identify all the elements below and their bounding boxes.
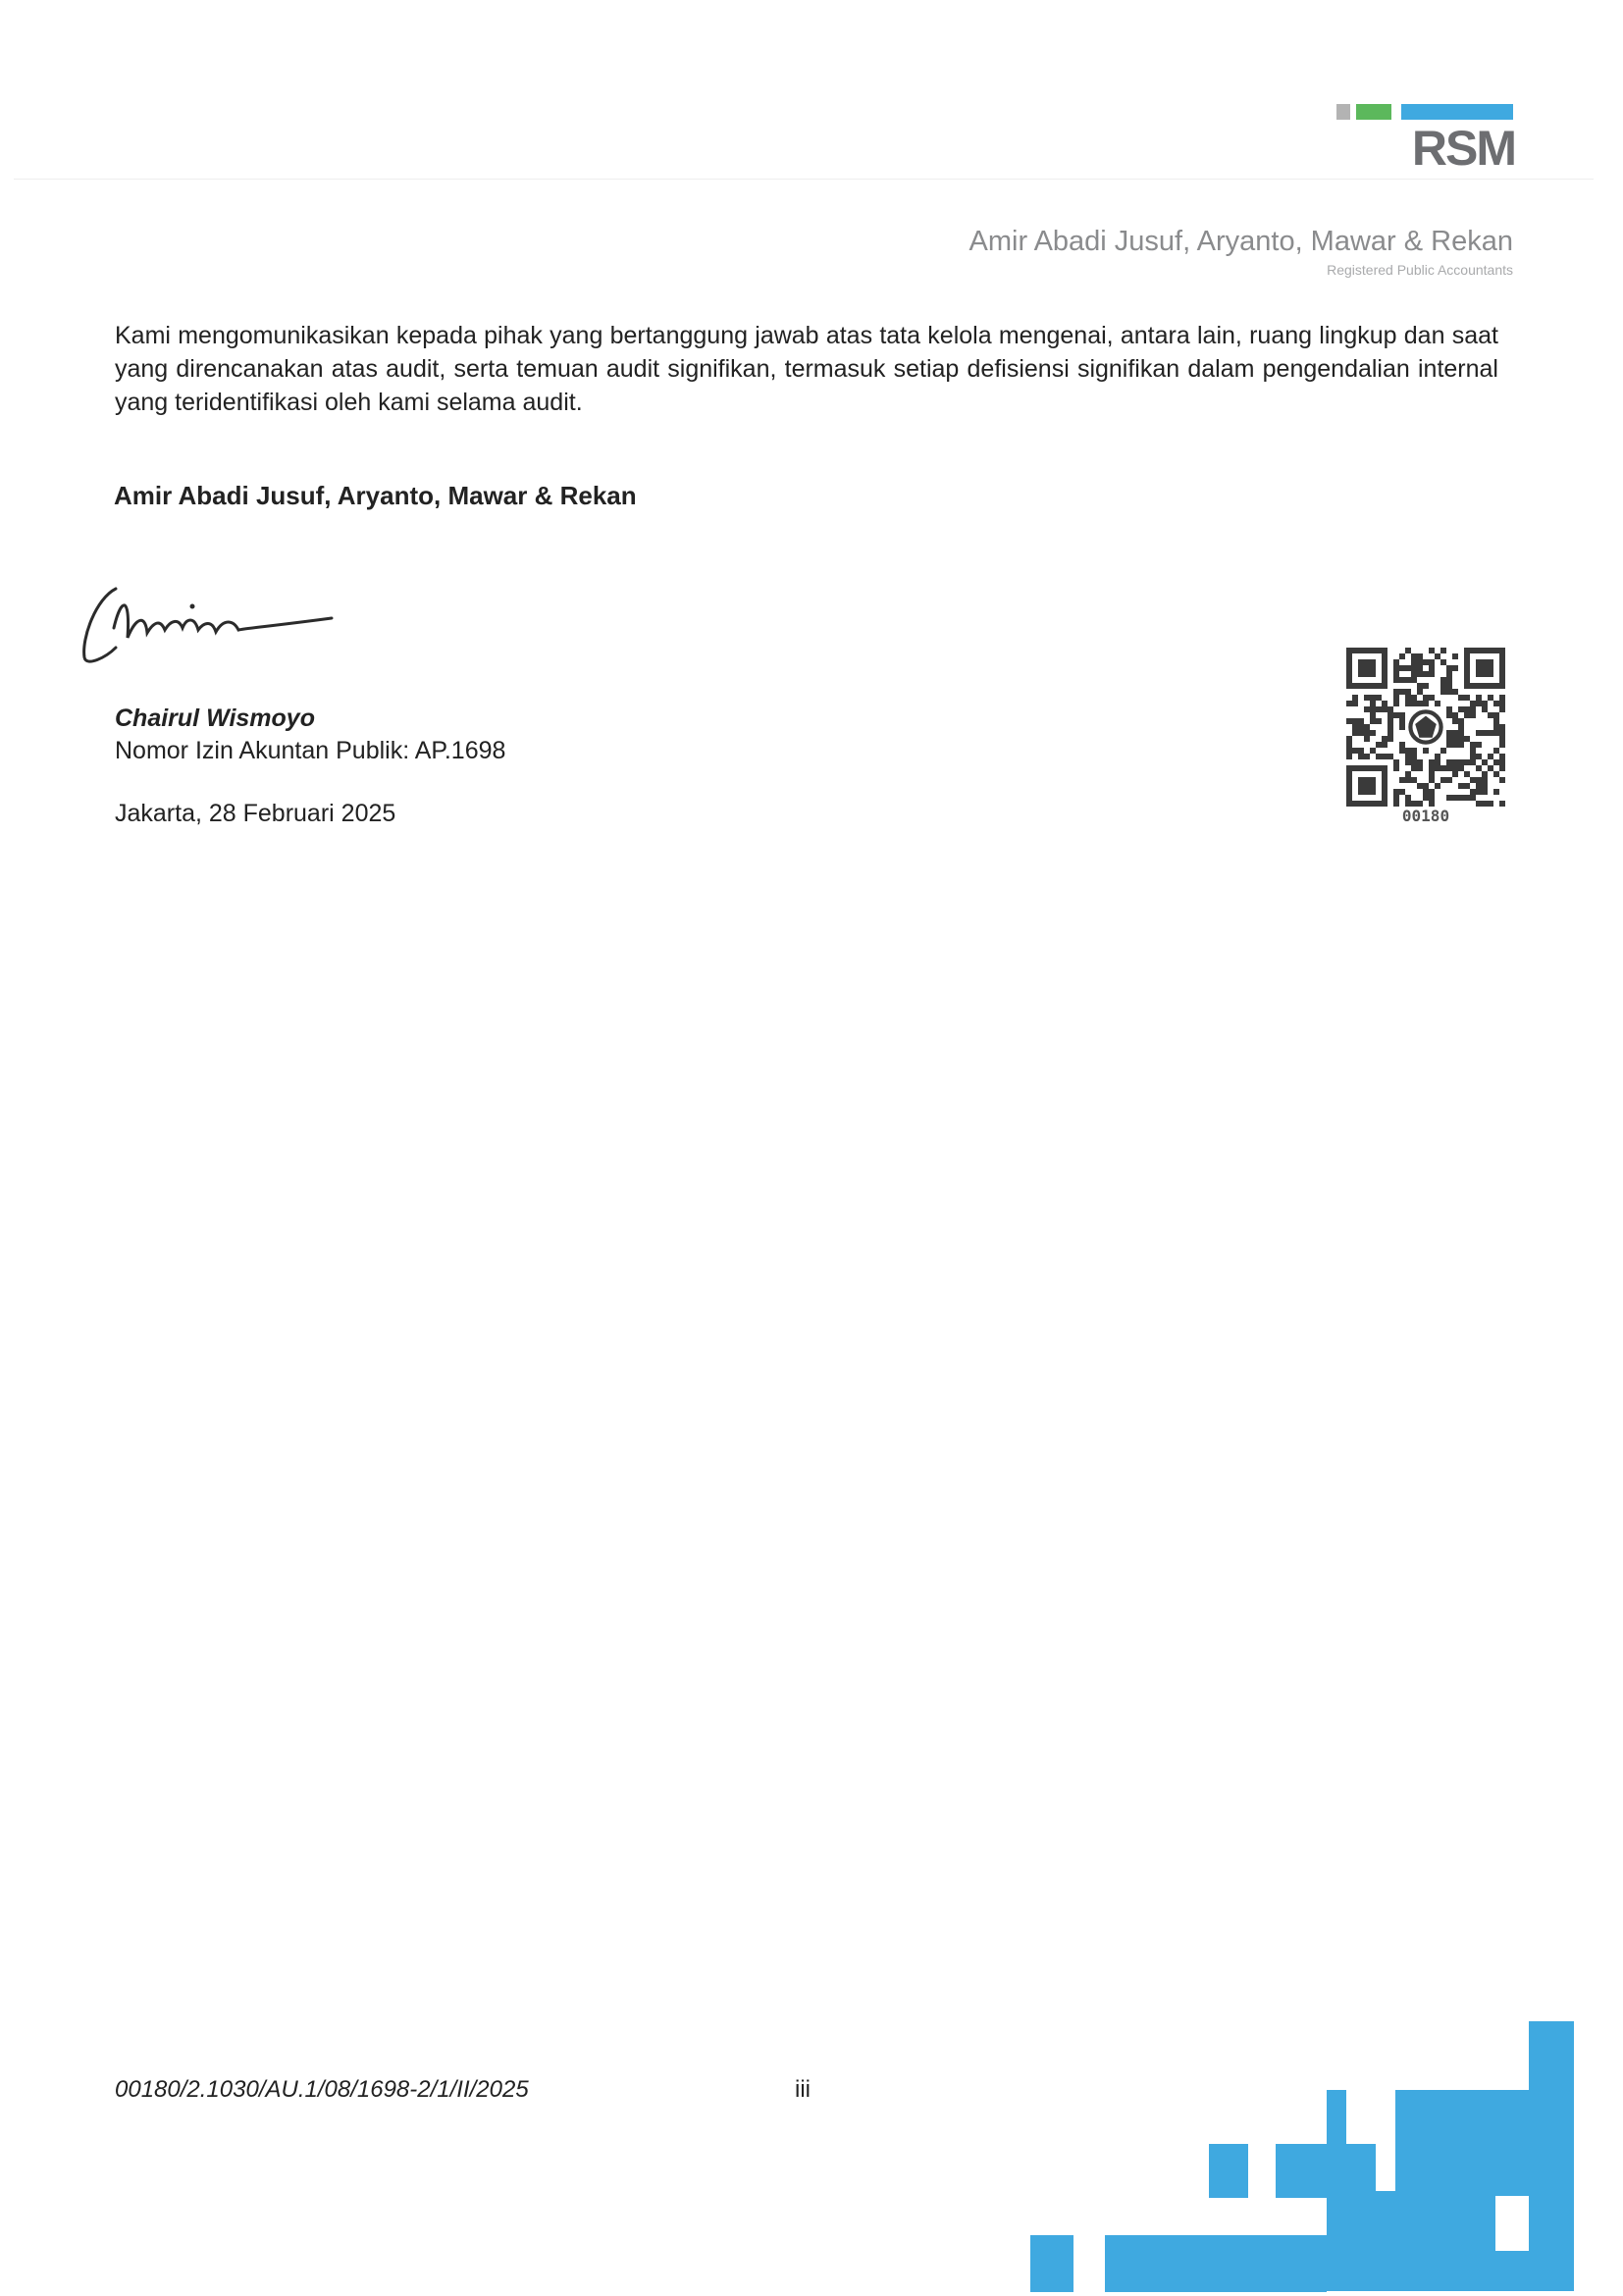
logo-bar-blue	[1401, 104, 1513, 120]
header-firm-name: Amir Abadi Jusuf, Aryanto, Mawar & Rekan	[969, 226, 1513, 257]
signer-name: Chairul Wismoyo	[115, 704, 315, 732]
footer-pixel-decoration	[1030, 2021, 1623, 2296]
qr-code-number: 00180	[1401, 807, 1450, 825]
header-firm-subtitle: Registered Public Accountants	[1327, 262, 1513, 278]
place-and-date: Jakarta, 28 Februari 2025	[115, 800, 396, 827]
signing-firm-name: Amir Abadi Jusuf, Aryanto, Mawar & Rekan	[114, 481, 637, 510]
handwritten-signature	[77, 569, 351, 677]
license-number: Nomor Izin Akuntan Publik: AP.1698	[115, 737, 506, 764]
page-number: iii	[795, 2076, 811, 2103]
logo-bar-gray	[1336, 104, 1350, 120]
rsm-logo: RSM	[1411, 121, 1515, 176]
qr-code-icon	[1346, 648, 1505, 807]
body-paragraph: Kami mengomunikasikan kepada pihak yang bertanggung jawab atas tata kelola mengenai, antara lain, ruang lingkup dan saat yang direncanakan atas audit, serta temuan audit signifikan, termasuk setiap defisiensi signifikan dalam pengendalian internal yang teridentifikasi oleh kami selama audit.	[115, 322, 1498, 416]
logo-bars	[1336, 104, 1513, 122]
header-divider	[14, 179, 1594, 180]
logo-bar-green	[1356, 104, 1391, 120]
report-reference: 00180/2.1030/AU.1/08/1698-2/1/II/2025	[115, 2076, 529, 2103]
